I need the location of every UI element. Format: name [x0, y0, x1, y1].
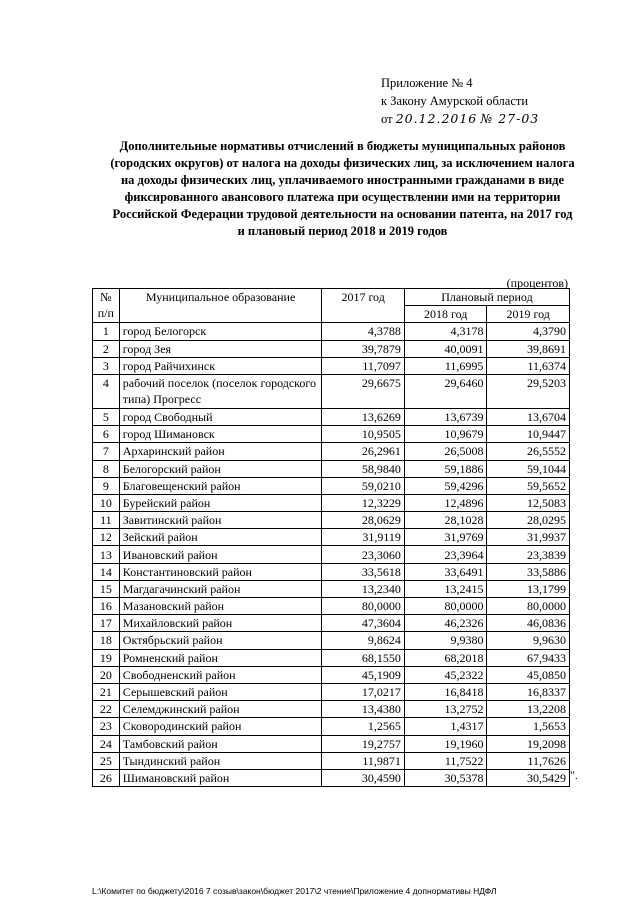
- row-number: 2: [93, 340, 120, 357]
- table-row: [93, 546, 570, 563]
- row-value-2018: 23,3964: [404, 546, 487, 563]
- table-row: [93, 408, 570, 425]
- row-value-2019: 30,5429: [487, 769, 570, 786]
- header-municipality: Муниципальное образование: [119, 289, 322, 323]
- row-value-2017: 1,2565: [322, 718, 405, 735]
- table-row: [93, 460, 570, 477]
- row-value-2019: 11,6374: [487, 357, 570, 374]
- row-value-2018: 31,9769: [404, 529, 487, 546]
- appendix-header: [381, 74, 539, 128]
- table-row: [93, 426, 570, 443]
- row-value-2017: 68,1550: [322, 649, 405, 666]
- row-value-2018: 13,2415: [404, 580, 487, 597]
- row-value-2018: 29,6460: [404, 374, 487, 408]
- table-row: [93, 649, 570, 666]
- row-number: 18: [93, 632, 120, 649]
- row-number: 6: [93, 426, 120, 443]
- row-value-2019: 31,9937: [487, 529, 570, 546]
- table-row: [93, 357, 570, 374]
- row-value-2019: 13,6704: [487, 408, 570, 425]
- row-value-2018: 45,2322: [404, 666, 487, 683]
- row-value-2019: 16,8337: [487, 683, 570, 700]
- row-value-2017: 19,2757: [322, 735, 405, 752]
- row-value-2018: 19,1960: [404, 735, 487, 752]
- row-value-2019: 29,5203: [487, 374, 570, 408]
- row-number: 12: [93, 529, 120, 546]
- row-value-2017: 11,9871: [322, 752, 405, 769]
- table-row: [93, 477, 570, 494]
- row-municipality: Тамбовский район: [119, 735, 322, 752]
- row-value-2019: 46,0836: [487, 615, 570, 632]
- row-number: 25: [93, 752, 120, 769]
- row-value-2017: 80,0000: [322, 598, 405, 615]
- row-municipality: город Свободный: [119, 408, 322, 425]
- row-value-2018: 13,2752: [404, 701, 487, 718]
- row-municipality: Селемджинский район: [119, 701, 322, 718]
- row-value-2017: 12,3229: [322, 494, 405, 511]
- row-municipality: Шимановский район: [119, 769, 322, 786]
- row-value-2019: 13,2208: [487, 701, 570, 718]
- row-value-2019: 11,7626: [487, 752, 570, 769]
- row-number: 20: [93, 666, 120, 683]
- row-number: 17: [93, 615, 120, 632]
- row-municipality: Мазановский район: [119, 598, 322, 615]
- row-number: 23: [93, 718, 120, 735]
- table-row: [93, 718, 570, 735]
- appendix-line-3: [381, 110, 539, 128]
- row-value-2017: 33,5618: [322, 563, 405, 580]
- unit-label: (процентов): [506, 276, 568, 290]
- row-value-2017: 31,9119: [322, 529, 405, 546]
- row-value-2017: 13,6269: [322, 408, 405, 425]
- row-value-2017: 11,7097: [322, 357, 405, 374]
- appendix-date-prefix: от: [381, 112, 393, 126]
- row-value-2017: 13,2340: [322, 580, 405, 597]
- header-2018: 2018 год: [404, 306, 487, 323]
- table-row: [93, 632, 570, 649]
- row-value-2018: 9,9380: [404, 632, 487, 649]
- row-value-2017: 45,1909: [322, 666, 405, 683]
- row-number: 21: [93, 683, 120, 700]
- table-row: [93, 701, 570, 718]
- row-number: 10: [93, 494, 120, 511]
- row-value-2019: 1,5653: [487, 718, 570, 735]
- row-value-2017: 28,0629: [322, 512, 405, 529]
- table-row: [93, 580, 570, 597]
- table-row: [93, 443, 570, 460]
- row-value-2017: 26,2961: [322, 443, 405, 460]
- row-value-2017: 59,0210: [322, 477, 405, 494]
- row-value-2019: 4,3790: [487, 323, 570, 340]
- row-value-2019: 45,0850: [487, 666, 570, 683]
- appendix-line-2: к Закону Амурской области: [381, 94, 529, 108]
- handwritten-date: 20.12.2016: [395, 111, 478, 126]
- row-municipality: Зейский район: [119, 529, 322, 546]
- row-value-2017: 47,3604: [322, 615, 405, 632]
- row-value-2019: 33,5886: [487, 563, 570, 580]
- row-municipality: Благовещенский район: [119, 477, 322, 494]
- table-row: [93, 512, 570, 529]
- row-value-2018: 13,6739: [404, 408, 487, 425]
- header-number: № п/п: [93, 289, 120, 323]
- header-2017: 2017 год: [322, 289, 405, 323]
- row-municipality: Сковородинский район: [119, 718, 322, 735]
- row-municipality: Тындинский район: [119, 752, 322, 769]
- table-row: [93, 615, 570, 632]
- row-number: 8: [93, 460, 120, 477]
- row-municipality: Константиновский район: [119, 563, 322, 580]
- row-value-2018: 30,5378: [404, 769, 487, 786]
- row-municipality: Свободненский район: [119, 666, 322, 683]
- closing-quote: ".: [570, 768, 578, 782]
- row-value-2019: 39,8691: [487, 340, 570, 357]
- table-row: [93, 323, 570, 340]
- table-row: [93, 340, 570, 357]
- table-row: [93, 735, 570, 752]
- row-value-2017: 30,4590: [322, 769, 405, 786]
- handwritten-number: № 27-03: [480, 111, 540, 126]
- row-number: 3: [93, 357, 120, 374]
- row-value-2018: 11,6995: [404, 357, 487, 374]
- row-value-2019: 26,5552: [487, 443, 570, 460]
- row-municipality: Завитинский район: [119, 512, 322, 529]
- row-number: 22: [93, 701, 120, 718]
- row-value-2019: 67,9433: [487, 649, 570, 666]
- row-value-2018: 11,7522: [404, 752, 487, 769]
- row-number: 1: [93, 323, 120, 340]
- row-value-2019: 28,0295: [487, 512, 570, 529]
- row-number: 14: [93, 563, 120, 580]
- row-value-2019: 80,0000: [487, 598, 570, 615]
- header-planned-period: Плановый период: [404, 289, 569, 306]
- row-value-2019: 9,9630: [487, 632, 570, 649]
- document-title: Дополнительные нормативы отчислений в бюджеты муниципальных районов (городских округов) от налога на доходы физических лиц, за исключением налога на доходы физических лиц, уплачиваемого иностранными гражданами в виде фиксированного авансового платежа при осуществлении ими на территории Российской Федерации трудовой деятельности на основании патента, на 2017 год и плановый период 2018 и 2019 годов: [110, 139, 575, 238]
- row-municipality: Михайловский район: [119, 615, 322, 632]
- row-value-2018: 16,8418: [404, 683, 487, 700]
- table-row: [93, 529, 570, 546]
- row-value-2019: 12,5083: [487, 494, 570, 511]
- row-value-2018: 59,4296: [404, 477, 487, 494]
- appendix-line-1: Приложение № 4: [381, 76, 473, 90]
- row-value-2019: 59,1044: [487, 460, 570, 477]
- row-municipality: Магдагачинский район: [119, 580, 322, 597]
- table-row: [93, 598, 570, 615]
- row-value-2017: 10,9505: [322, 426, 405, 443]
- row-value-2018: 28,1028: [404, 512, 487, 529]
- row-municipality: город Белогорск: [119, 323, 322, 340]
- row-number: 19: [93, 649, 120, 666]
- table-row: [93, 666, 570, 683]
- row-value-2018: 4,3178: [404, 323, 487, 340]
- row-value-2018: 10,9679: [404, 426, 487, 443]
- row-number: 5: [93, 408, 120, 425]
- row-municipality: Бурейский район: [119, 494, 322, 511]
- row-number: 4: [93, 374, 120, 408]
- row-municipality: город Зея: [119, 340, 322, 357]
- row-number: 24: [93, 735, 120, 752]
- row-value-2019: 10,9447: [487, 426, 570, 443]
- row-municipality: рабочий поселок (поселок городского типа) Прогресс: [119, 374, 322, 408]
- row-number: 13: [93, 546, 120, 563]
- row-value-2017: 29,6675: [322, 374, 405, 408]
- row-value-2018: 12,4896: [404, 494, 487, 511]
- row-municipality: город Райчихинск: [119, 357, 322, 374]
- table-row: [93, 683, 570, 700]
- row-value-2018: 40,0091: [404, 340, 487, 357]
- row-value-2019: 19,2098: [487, 735, 570, 752]
- row-number: 11: [93, 512, 120, 529]
- row-value-2017: 23,3060: [322, 546, 405, 563]
- row-value-2018: 59,1886: [404, 460, 487, 477]
- row-number: 16: [93, 598, 120, 615]
- row-value-2017: 4,3788: [322, 323, 405, 340]
- row-value-2019: 23,3839: [487, 546, 570, 563]
- row-municipality: Ромненский район: [119, 649, 322, 666]
- row-value-2019: 59,5652: [487, 477, 570, 494]
- row-value-2018: 68,2018: [404, 649, 487, 666]
- row-municipality: Серышевский район: [119, 683, 322, 700]
- row-number: 7: [93, 443, 120, 460]
- row-value-2017: 58,9840: [322, 460, 405, 477]
- file-path-footer: L:\Комитет по бюджету\2016 7 созыв\закон\бюджет 2017\2 чтение\Приложение 4 допнормативы НДФЛ: [92, 886, 497, 896]
- table-row: [93, 752, 570, 769]
- header-2019: 2019 год: [487, 306, 570, 323]
- table-body: [93, 323, 570, 787]
- row-value-2018: 80,0000: [404, 598, 487, 615]
- row-number: 9: [93, 477, 120, 494]
- row-municipality: город Шимановск: [119, 426, 322, 443]
- row-number: 15: [93, 580, 120, 597]
- table-row: [93, 374, 570, 408]
- row-number: 26: [93, 769, 120, 786]
- row-value-2018: 26,5008: [404, 443, 487, 460]
- row-value-2018: 33,6491: [404, 563, 487, 580]
- row-municipality: Ивановский район: [119, 546, 322, 563]
- row-value-2018: 46,2326: [404, 615, 487, 632]
- row-municipality: Архаринский район: [119, 443, 322, 460]
- table-row: [93, 769, 570, 786]
- row-value-2017: 39,7879: [322, 340, 405, 357]
- row-value-2017: 13,4380: [322, 701, 405, 718]
- normatives-table: [92, 288, 570, 787]
- row-municipality: Октябрьский район: [119, 632, 322, 649]
- table-row: [93, 563, 570, 580]
- table-row: [93, 494, 570, 511]
- row-value-2018: 1,4317: [404, 718, 487, 735]
- row-value-2017: 17,0217: [322, 683, 405, 700]
- row-value-2017: 9,8624: [322, 632, 405, 649]
- row-municipality: Белогорский район: [119, 460, 322, 477]
- row-value-2019: 13,1799: [487, 580, 570, 597]
